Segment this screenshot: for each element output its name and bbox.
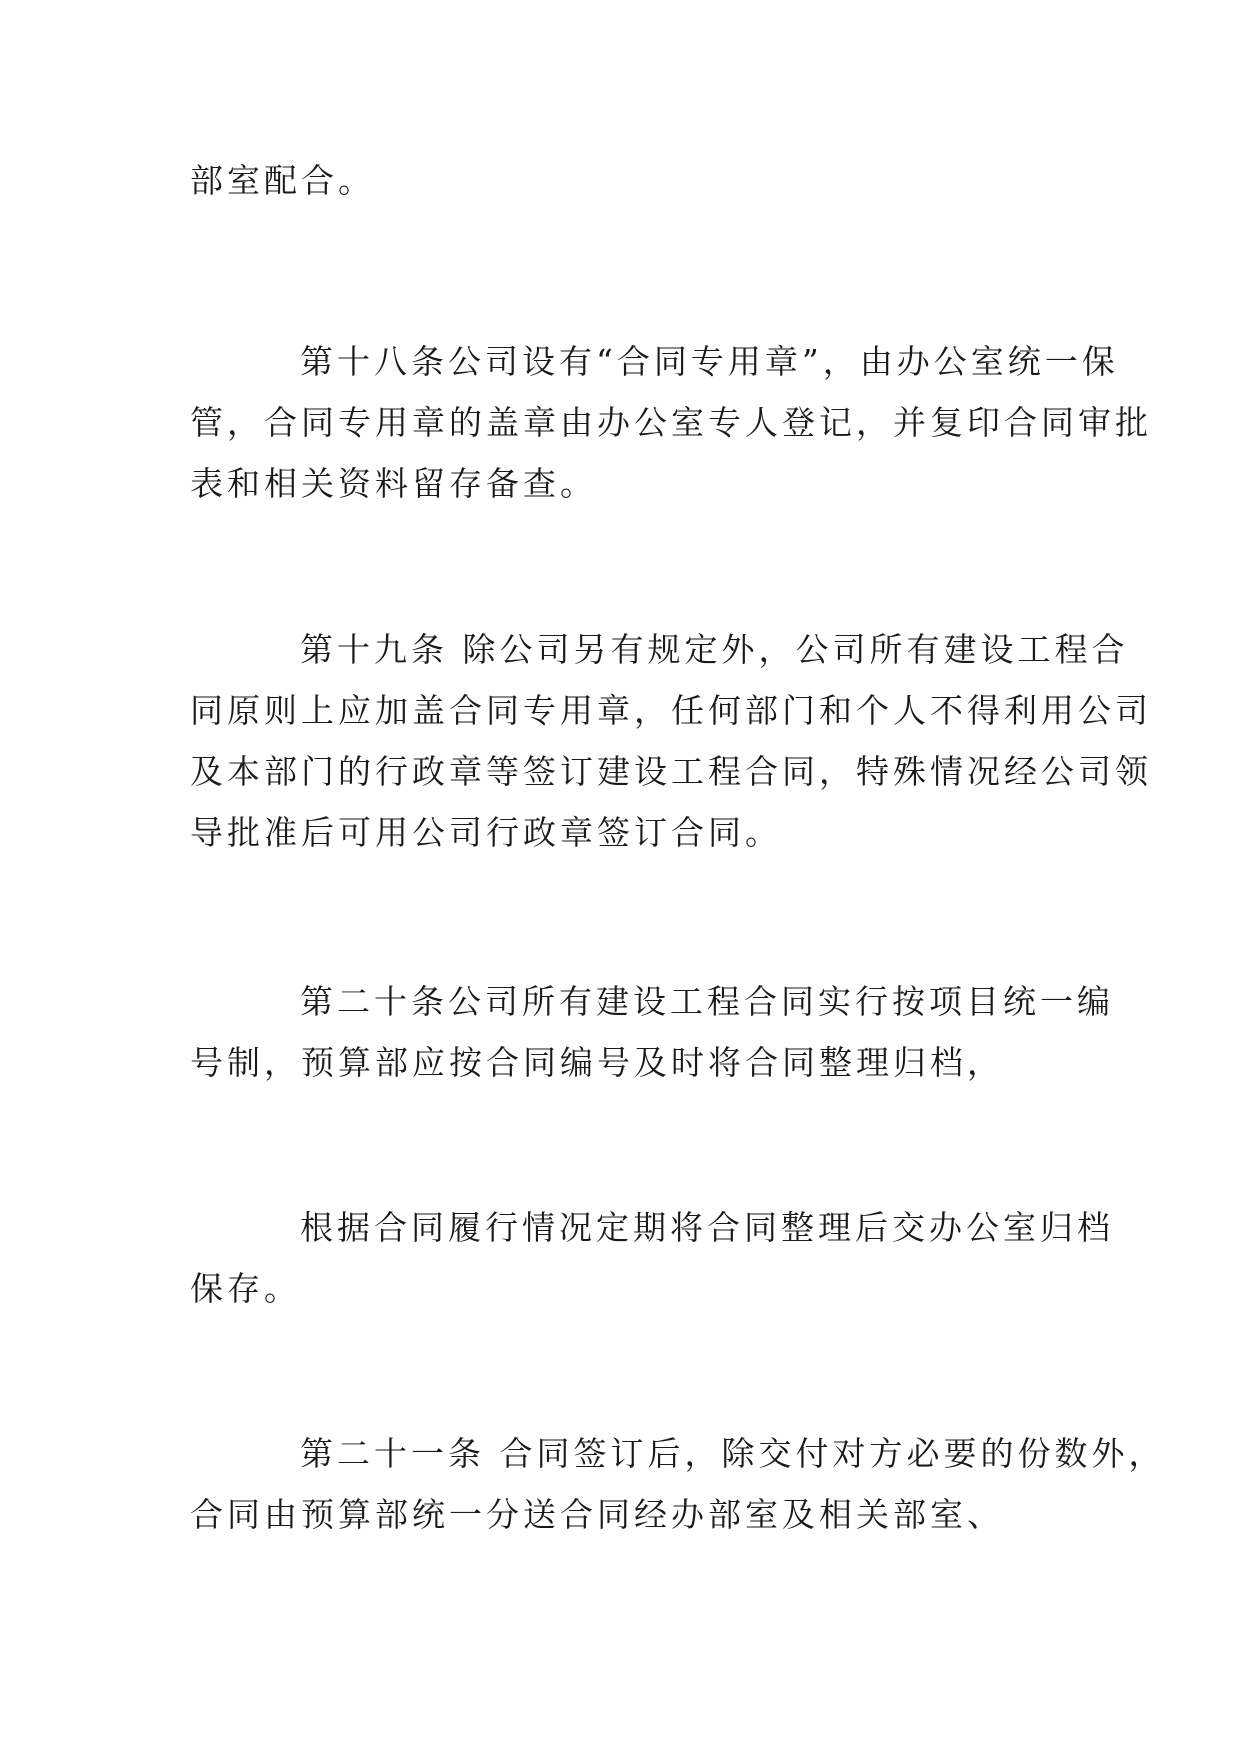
paragraph-line: 合同由预算部统一分送合同经办部室及相关部室、 [190,1495,1004,1534]
paragraph-line: 导批准后可用公司行政章签订合同。 [190,813,782,852]
paragraph-line: 表和相关资料留存备查。 [190,464,597,503]
paragraph-line: 部室配合。 [190,161,375,200]
paragraph-line: 管，合同专用章的盖章由办公室专人登记，并复印合同审批 [190,403,1152,442]
paragraph-line: 第二十一条 合同签订后，除交付对方必要的份数外， [300,1434,1166,1473]
paragraph-line: 号制，预算部应按合同编号及时将合同整理归档， [190,1043,1004,1082]
paragraph-article-18 [190,331,1152,514]
paragraph-article-19 [190,619,1152,863]
paragraph-article-20 [190,971,1114,1093]
paragraph-line: 第十九条 除公司另有规定外，公司所有建设工程合 [300,630,1129,669]
paragraph-archiving [190,1197,1114,1319]
paragraph-article-21 [190,1423,1166,1545]
paragraph-line: 根据合同履行情况定期将合同整理后交办公室归档 [300,1208,1114,1247]
paragraph-line: 保存。 [190,1269,301,1308]
paragraph-line: 第二十条公司所有建设工程合同实行按项目统一编 [300,982,1114,1021]
paragraph-1 [190,150,1050,211]
paragraph-line: 第十八条公司设有“合同专用章”，由办公室统一保 [300,342,1119,381]
paragraph-line: 同原则上应加盖合同专用章，任何部门和个人不得利用公司 [190,691,1152,730]
paragraph-line: 及本部门的行政章等签订建设工程合同，特殊情况经公司领 [190,752,1152,791]
